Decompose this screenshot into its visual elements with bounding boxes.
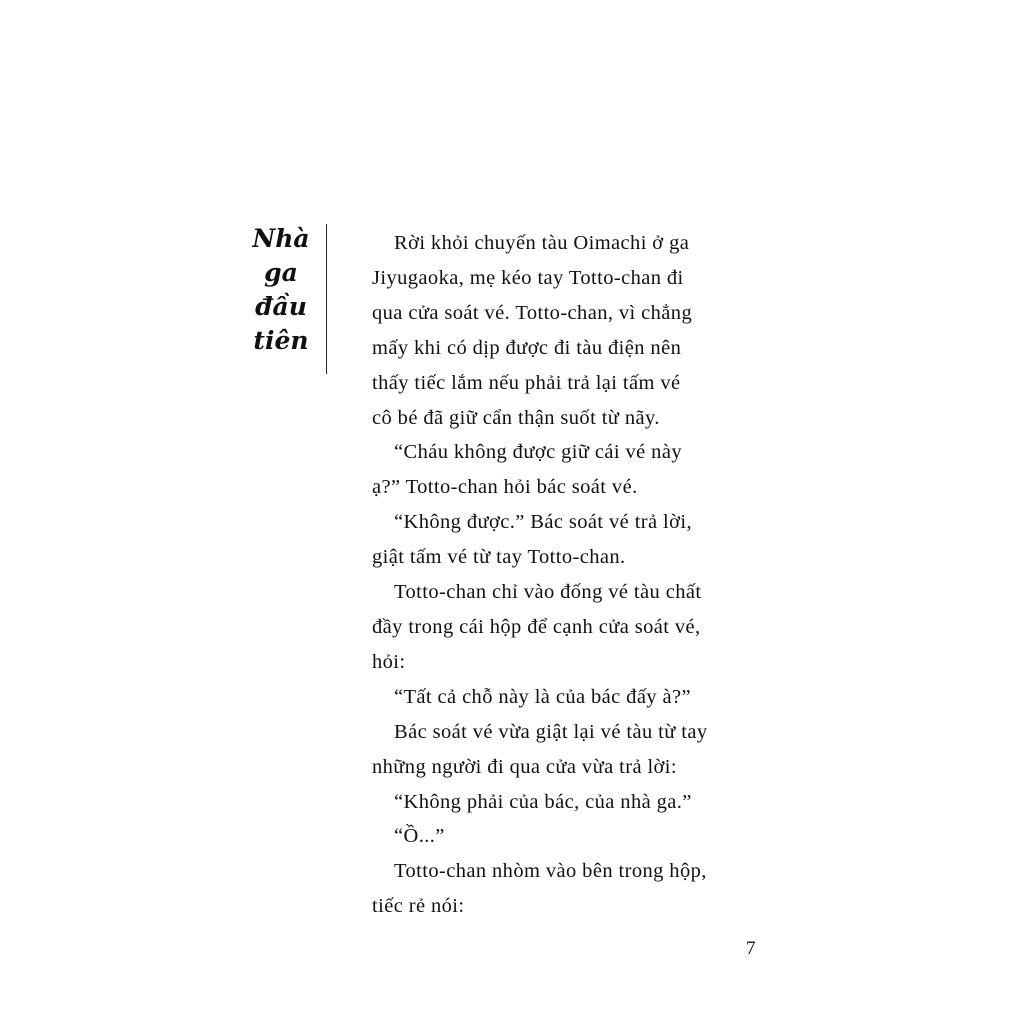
page-number: 7 xyxy=(746,938,756,959)
text-line: tiếc rẻ nói: xyxy=(372,895,465,918)
body-text xyxy=(372,226,772,924)
text-line: giật tấm vé từ tay Totto-chan. xyxy=(372,546,626,569)
text-line: hỏi: xyxy=(372,650,406,673)
text-line: “Tất cả chỗ này là của bác đấy à?” xyxy=(394,685,691,708)
text-line: cô bé đã giữ cẩn thận suốt từ nãy. xyxy=(372,406,660,429)
text-line: “Không được.” Bác soát vé trả lời, xyxy=(394,511,692,534)
text-line: Bác soát vé vừa giật lại vé tàu từ tay xyxy=(394,720,708,743)
text-line: mấy khi có dịp được đi tàu điện nên xyxy=(372,336,682,359)
title-divider xyxy=(326,224,327,374)
text-line: “Ồ...” xyxy=(394,825,445,848)
text-line: Totto-chan nhòm vào bên trong hộp, xyxy=(394,860,707,883)
chapter-title-line: ga xyxy=(264,258,298,287)
text-line: thấy tiếc lắm nếu phải trả lại tấm vé xyxy=(372,371,681,394)
text-line: qua cửa soát vé. Totto-chan, vì chẳng xyxy=(372,301,693,324)
text-line: đầy trong cái hộp để cạnh cửa soát vé, xyxy=(372,615,701,638)
text-line: Totto-chan chỉ vào đống vé tàu chất xyxy=(394,581,702,604)
chapter-title-line: đầu xyxy=(255,292,307,321)
chapter-title-line: tiên xyxy=(253,326,309,355)
chapter-title xyxy=(240,222,322,358)
text-line: Jiyugaoka, mẹ kéo tay Totto-chan đi xyxy=(372,266,684,289)
text-line: Rời khỏi chuyến tàu Oimachi ở ga xyxy=(394,232,690,254)
text-line: “Cháu không được giữ cái vé này xyxy=(394,441,682,464)
text-line: ạ?” Totto-chan hỏi bác soát vé. xyxy=(372,476,638,499)
chapter-title-line: Nhà xyxy=(252,224,310,253)
text-line: những người đi qua cửa vừa trả lời: xyxy=(372,755,677,778)
text-line: “Không phải của bác, của nhà ga.” xyxy=(394,790,692,813)
